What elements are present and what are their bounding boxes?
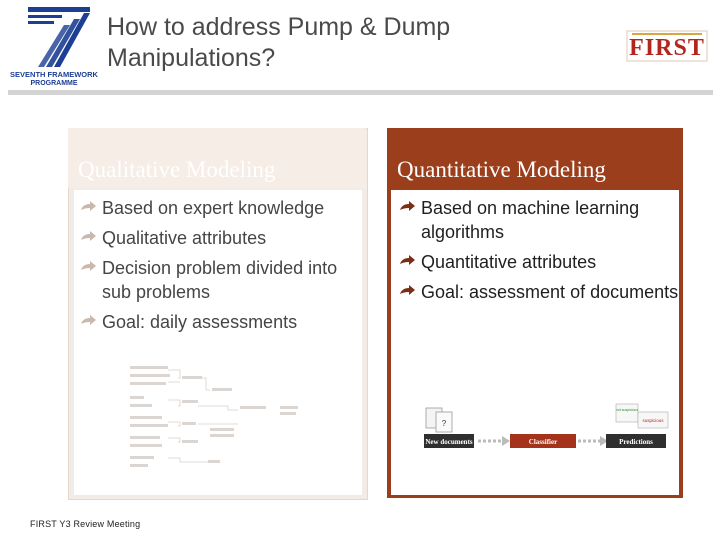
prediction-label-not-suspicious: not suspicious: [615, 408, 639, 412]
qualitative-heading-band: [68, 128, 366, 188]
prediction-documents-icon: [616, 404, 668, 428]
ml-pipeline-diagram: [410, 402, 680, 458]
quantitative-bullet: [397, 196, 682, 244]
doc-question-mark: ?: [441, 419, 447, 428]
qualitative-bullet-text: Based on expert knowledge: [102, 198, 325, 218]
new-documents-icon: [426, 408, 452, 432]
qualitative-heading: Qualitative Modeling: [78, 157, 276, 182]
quantitative-bullet-text: Goal: assessment of documents: [421, 282, 679, 302]
new-documents-label: New documents: [425, 438, 473, 446]
quantitative-bullet-text: Quantitative attributes: [421, 252, 597, 272]
qualitative-bullet: [78, 256, 368, 304]
qualitative-bullet: [78, 196, 368, 220]
arrow-head: [502, 436, 510, 446]
bullet-icon: [397, 251, 417, 271]
qualitative-bullet: [78, 226, 368, 250]
qualitative-bullet-text: Decision problem divided into sub problems: [102, 258, 338, 302]
bullet-icon: [78, 311, 98, 331]
footer-text: FIRST Y3 Review Meeting: [30, 519, 141, 529]
slide-title-line-2: Manipulations?: [107, 44, 276, 72]
bullet-icon: [397, 197, 417, 217]
slide-title-line-1: How to address Pump & Dump: [107, 13, 451, 41]
bullet-icon: [78, 257, 98, 277]
bullet-icon: [78, 227, 98, 247]
fp7-logo-text-1: SEVENTH FRAMEWORK: [10, 70, 98, 79]
qualitative-hierarchy-diagram: [128, 362, 328, 472]
header-rule: [8, 90, 713, 95]
predictions-label: Predictions: [619, 438, 653, 446]
quantitative-heading: Quantitative Modeling: [397, 157, 606, 182]
slide-title: [107, 12, 537, 74]
bullet-icon: [397, 281, 417, 301]
bullet-icon: [78, 197, 98, 217]
qualitative-bullets: [78, 196, 368, 340]
qualitative-bullet: [78, 310, 368, 334]
fp7-logo-text-2: PROGRAMME: [30, 80, 78, 87]
quantitative-bullets: [397, 196, 682, 310]
qualitative-bullet-text: Qualitative attributes: [102, 228, 267, 248]
prediction-label-suspicious: suspicious: [642, 418, 664, 423]
quantitative-bullet-text: Based on machine learning algorithms: [421, 198, 640, 242]
fp7-logo: [8, 5, 100, 87]
first-logo-text: FIRST: [629, 35, 705, 61]
qualitative-bullet-text: Goal: daily assessments: [102, 312, 298, 332]
first-logo: [626, 30, 708, 62]
quantitative-bullet: [397, 280, 682, 304]
quantitative-bullet: [397, 250, 682, 274]
classifier-label: Classifier: [528, 438, 558, 446]
